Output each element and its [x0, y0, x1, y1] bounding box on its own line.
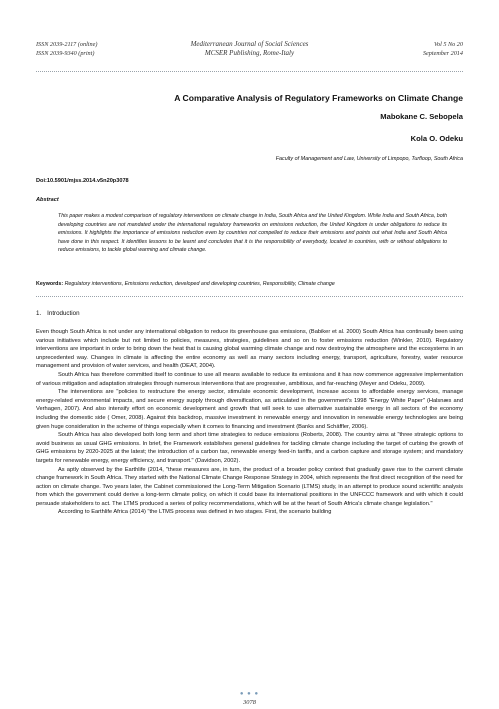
author-name: Mabokane C. Sebopela	[380, 112, 463, 121]
article-title: A Comparative Analysis of Regulatory Frameworks on Climate Change	[174, 93, 463, 103]
abstract-heading: Abstract	[36, 197, 59, 203]
section-title: Introduction	[47, 310, 80, 317]
paragraph: As aptly observed by the Earthlife (2014, "these measures are, in turn, the product of a broader policy context that gradually gave rise to the current climate change framework in South Africa. They started with the National Climate Change Response Strategy in 2004, which represents the first direct recognition of the need for action on climate change. Two years later, the Cabinet commissioned the Long-Term Mitigation Scenario (LTMS) study, in an attempt to produce sound scientific analysis from which the government could derive a long-term climate policy, on which it could base its international positions in the UNFCCC framework and with which it could persuade stakeholders to act. The LTMS produced a series of policy recommendations, which will be at the heart of South Africa's climate change legislation."	[36, 466, 463, 507]
keywords-list: Regulatory interventions, Emissions reduction, developed and developing countries, Responsibility, Climate change	[64, 281, 335, 287]
header-divider	[36, 71, 463, 72]
doi: Doi:10.5901/mjss.2014.v5n20p3078	[36, 178, 129, 184]
author-name: Kola O. Odeku	[410, 134, 463, 143]
keywords-divider	[36, 296, 463, 297]
abstract-text: This paper makes a modest comparison of regulatory interventions on climate change in India, South Africa and the United Kingdom. While India and South Africa, both developing countries are not mandated under the international regulatory frameworks on emissions reduction, the United Kingdom is under obligations to reduce its emissions. It highlights the importance of emissions reduction even by countries not compelled to reduce their emissions and points out what India and South Africa have done in this respect. It identifies lessons to be learnt and concludes that it is the responsibility of everybody, located in countries, with or without obligations to reduce emissions, to tackle global warming and climate change.	[58, 213, 447, 253]
author-affiliation: Faculty of Management and Law, University of Limpopo, Turfloop, South Africa	[275, 156, 463, 162]
journal-name: Mediterranean Journal of Social Sciences	[190, 40, 309, 48]
paragraph: South Africa has therefore committed itself to continue to use all means available to reduce its emissions and it has now commence aggressive implementation of various mitigation and adaptation strategies through numerous interventions that are progressive, ambitious, and far-reaching (Meyer and Odeku, 2009).	[36, 371, 463, 387]
issn-print: ISSN 2039-9340 (print)	[36, 50, 95, 57]
publisher: MCSER Publishing, Rome-Italy	[204, 49, 295, 57]
volume-block	[423, 40, 463, 58]
page-number: 3078	[243, 699, 256, 706]
section-heading	[36, 310, 86, 317]
keywords	[36, 280, 463, 288]
keywords-label: Keywords:	[36, 281, 64, 287]
paragraph: Even though South Africa is not under any international obligation to reduce its greenhouse gas emissions, (Babiker et al. 2000) South Africa has continually been using various initiatives which include but not limited to policies, measures, strategies, guidelines and so on to foster emissions reduction (Winkler, 2010). Regulatory interventions are important in order to bring down the heat that is causing global warming climate change and now destroying the atmosphere and the ecosystems in an unprecedented way. Changes in climate is affecting the entire economy as well as many sectors including energy, transport, agriculture, forestry, water resource management and provision of water services, and health (DEAT, 2004).	[36, 329, 463, 370]
volume: Vol 5 No 20	[433, 41, 463, 48]
running-header	[36, 40, 463, 66]
paragraph: According to Earthlife Africa (2014) "the LTMS process was defined in two stages. First, the scenario building	[58, 509, 332, 516]
footer-ornament: ● ● ●	[239, 691, 260, 697]
issn-online: ISSN 2039-2117 (online)	[36, 41, 98, 48]
journal-block	[36, 40, 463, 58]
body-text	[36, 328, 463, 517]
paragraph: The interventions are "policies to restructure the energy sector, stimulate economic development, increase access to affordable energy services, manage energy-related environmental impacts, and secure energy supply through diversification, as articulated in the government's 1998 "Energy White Paper" (Halsnæs and Verhagen, 2007). And also intensify effort on economic development and growth that will seek to use alternative sustainable energy in all sectors of the economy including the domestic side ( Omer, 2008). Against this backdrop, massive investment in renewable energy and innovation in renewable energy technologies are being given huge consideration in the scheme of things especially when it comes to financing and investment (Banks and Schäffler, 2006).	[36, 389, 463, 430]
section-number: 1.	[36, 310, 42, 317]
paragraph: South Africa has also developed both long term and short time strategies to reduce emissions (Roberts, 2008). The country aims at "three strategic options to avoid business as usual GHG emissions. In brief, the Framework establishes general guidelines for tackling climate change including the target of curbing the growth of GHG emissions by 2020-2025 at the latest; the introduction of a carbon tax, renewable energy feed-in tariffs, and a carbon capture and storage system; and mandatory targets for renewable energy, energy efficiency, and transport." (Davidson, 2002).	[36, 432, 463, 464]
issue-date: September 2014	[422, 50, 463, 57]
